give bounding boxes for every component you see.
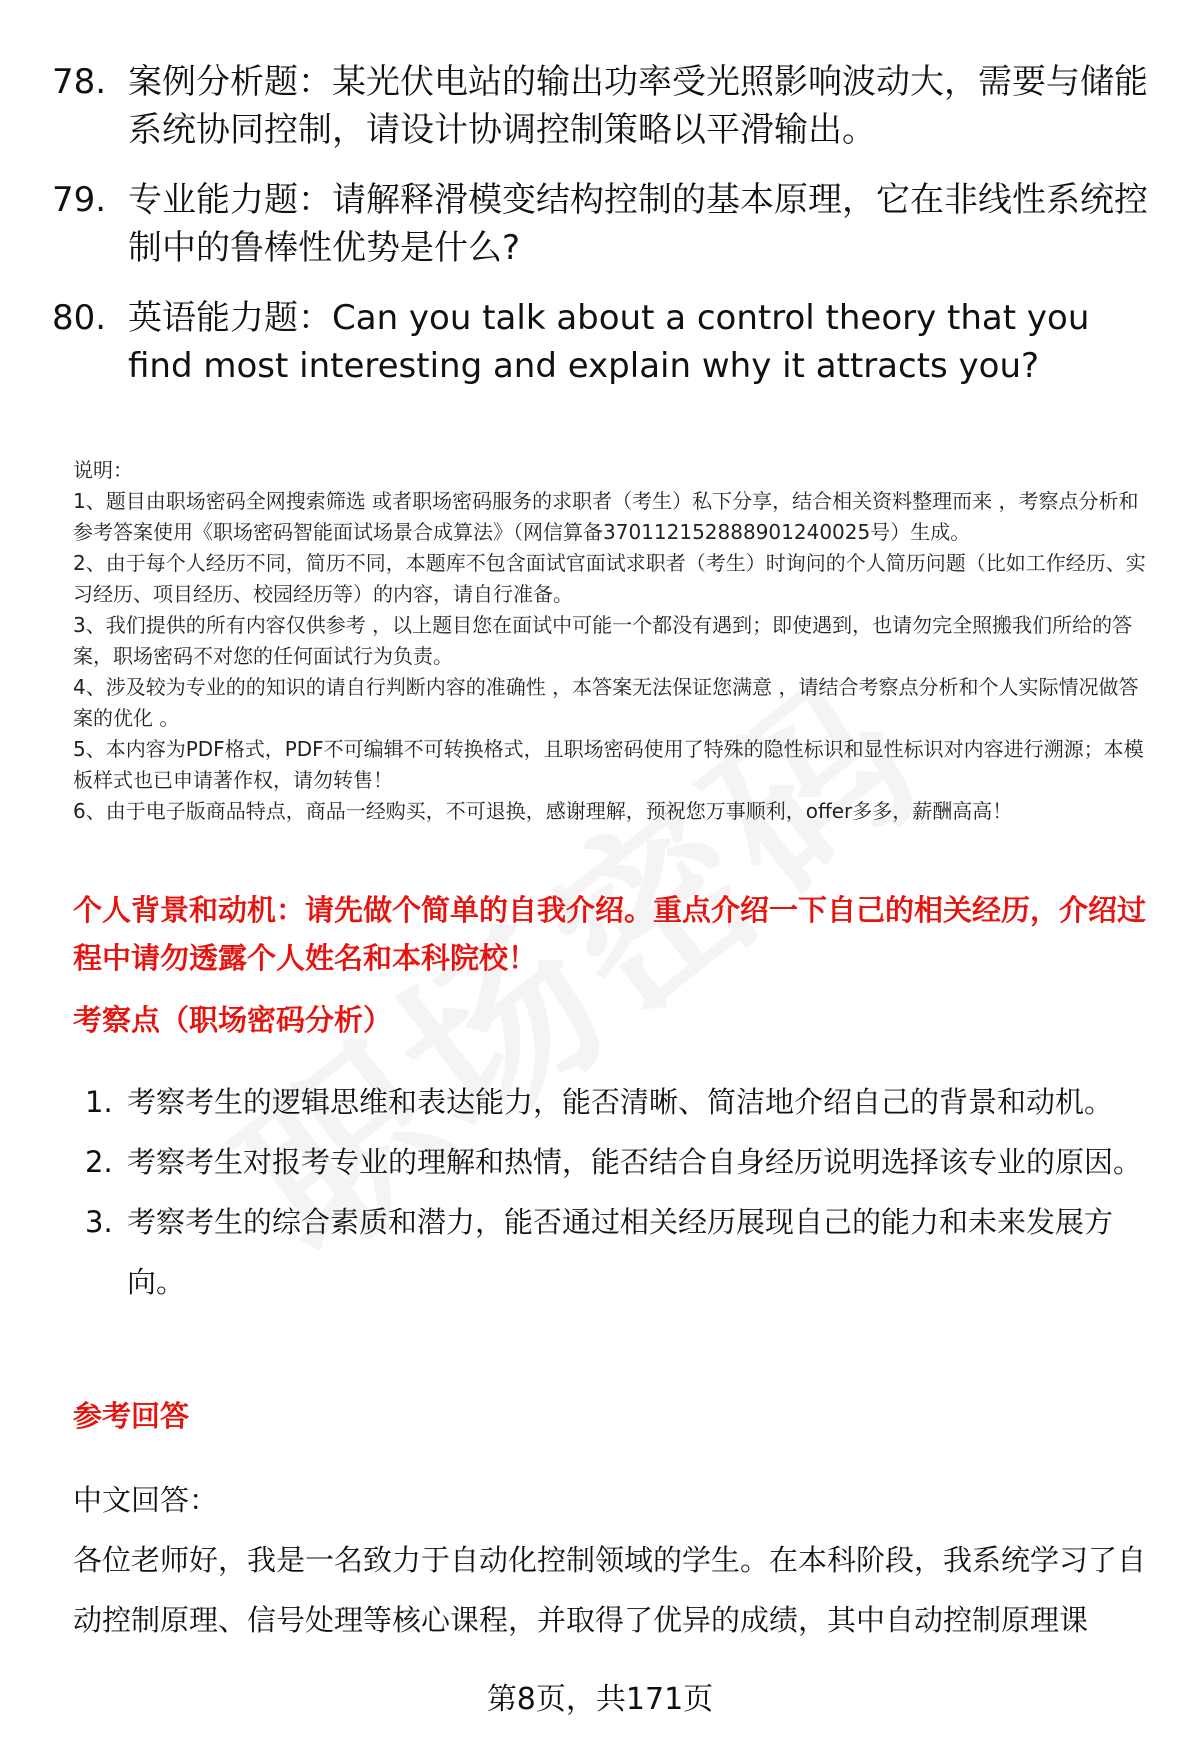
note-item: 6、由于电子版商品特点，商品一经购买，不可退换，感谢理解，预祝您万事顺利，offer多多，薪酬高高！ bbox=[73, 799, 1013, 823]
question-item bbox=[52, 176, 1152, 272]
question-text: 英语能力题：Can you talk about a control theory that you find most interesting and explain why it attracts you? bbox=[128, 298, 1090, 386]
question-item bbox=[52, 58, 1152, 154]
question-text: 案例分析题：某光伏电站的输出功率受光照影响波动大，需要与储能系统协同控制，请设计协调控制策略以平滑输出。 bbox=[128, 62, 1148, 150]
note-item: 2、由于每个人经历不同，简历不同，本题库不包含面试官面试求职者（考生）时询问的个人简历问题（比如工作经历、实习经历、项目经历、校园经历等）的内容，请自行准备。 bbox=[73, 551, 1146, 606]
answer-body: 各位老师好，我是一名致力于自动化控制领域的学生。在本科阶段，我系统学习了自动控制原理、信号处理等核心课程，并取得了优异的成绩，其中自动控制原理课 bbox=[73, 1543, 1147, 1637]
reference-heading: 参考回答 bbox=[73, 1399, 190, 1433]
analysis-point bbox=[85, 1192, 1155, 1312]
analysis-point bbox=[85, 1072, 1155, 1132]
note-item: 3、我们提供的所有内容仅供参考 ，以上题目您在面试中可能一个都没有遇到；即使遇到，也请勿完全照搬我们所给的答案，职场密码不对您的任何面试行为负责。 bbox=[73, 613, 1133, 668]
question-text: 专业能力题：请解释滑模变结构控制的基本原理，它在非线性系统控制中的鲁棒性优势是什么? bbox=[128, 180, 1148, 268]
question-list bbox=[52, 58, 1152, 412]
notes-title: 说明： bbox=[73, 458, 133, 482]
reference-answer bbox=[73, 1470, 1158, 1650]
question-item bbox=[52, 294, 1152, 390]
point-text: 考察考生对报考专业的理解和热情，能否结合自身经历说明选择该专业的原因。 bbox=[127, 1145, 1143, 1179]
answer-label: 中文回答： bbox=[73, 1483, 219, 1517]
disclaimer-notes bbox=[73, 455, 1158, 827]
note-item: 1、题目由职场密码全网搜索筛选 或者职场密码服务的求职者（考生）私下分享，结合相关资料整理而来 ，考察点分析和参考答案使用《职场密码智能面试场景合成算法》（网信算备370112152888901240025号）生成。 bbox=[73, 489, 1139, 544]
point-number: 2. bbox=[85, 1145, 113, 1179]
point-number: 3. bbox=[85, 1205, 113, 1239]
point-text: 考察考生的逻辑思维和表达能力，能否清晰、简洁地介绍自己的背景和动机。 bbox=[127, 1085, 1114, 1119]
question-number: 79. bbox=[52, 180, 107, 220]
point-text: 考察考生的综合素质和潜力，能否通过相关经历展现自己的能力和未来发展方向。 bbox=[127, 1205, 1114, 1299]
page-footer: 第8页，共171页 bbox=[486, 1682, 714, 1717]
point-number: 1. bbox=[85, 1085, 113, 1119]
note-item: 4、涉及较为专业的的知识的请自行判断内容的准确性 ，本答案无法保证您满意 ，请结合考察点分析和个人实际情况做答案的优化 。 bbox=[73, 675, 1139, 730]
question-number: 78. bbox=[52, 62, 107, 102]
note-item: 5、本内容为PDF格式，PDF不可编辑不可转换格式，且职场密码使用了特殊的隐性标识和显性标识对内容进行溯源；本模板样式也已申请著作权，请勿转售！ bbox=[73, 737, 1144, 792]
analysis-point bbox=[85, 1132, 1155, 1192]
main-question: 个人背景和动机：请先做个简单的自我介绍。重点介绍一下自己的相关经历，介绍过程中请勿透露个人姓名和本科院校！ bbox=[73, 893, 1147, 975]
question-number: 80. bbox=[52, 298, 107, 338]
analysis-heading: 考察点（职场密码分析） bbox=[73, 1003, 393, 1037]
analysis-points bbox=[85, 1072, 1155, 1312]
